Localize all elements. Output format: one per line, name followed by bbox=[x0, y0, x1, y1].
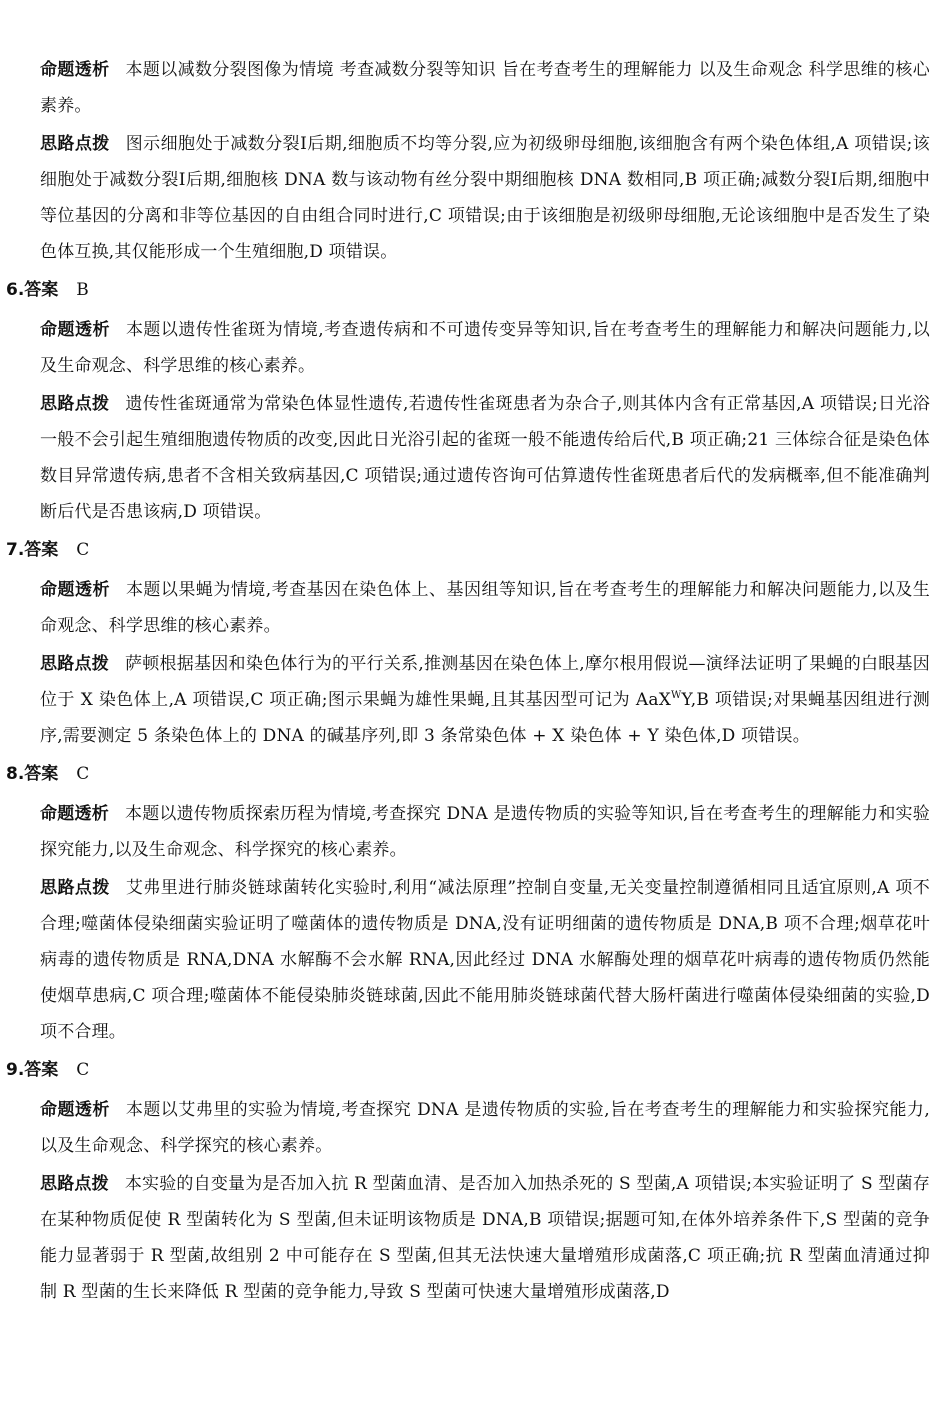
q9-answer: C bbox=[76, 1060, 90, 1080]
q7-analysis-text-b: Y,B 项错误;对果蝇基因组进行测序,需要测定 5 条染色体上的 DNA 的碱基序列,即 3 条常染色体 + X 染色体 + Y 染色体,D 项错误。 bbox=[40, 690, 930, 746]
q5-analysis bbox=[40, 126, 930, 270]
q6-intent bbox=[40, 312, 930, 384]
answer-label: 答案 bbox=[24, 280, 59, 300]
analysis-label: 思路点拨 bbox=[40, 654, 110, 674]
q6-answer: B bbox=[76, 280, 89, 300]
analysis-label: 思路点拨 bbox=[40, 134, 110, 154]
analysis-label: 思路点拨 bbox=[40, 1174, 109, 1194]
q9-answer-line bbox=[6, 1052, 930, 1088]
q8-number: 8. bbox=[6, 764, 25, 784]
q6-analysis-text: 遗传性雀斑通常为常染色体显性遗传,若遗传性雀斑患者为杂合子,则其体内含有正常基因,A 项错误;日光浴一般不会引起生殖细胞遗传物质的改变,因此日光浴引起的雀斑一般不能遗传给后代,B 项正确;21 三体综合征是染色体数目异常遗传病,患者不含相关致病基因,C 项错误;通过遗传咨询可估算遗传性雀斑患者后代的发病概率,但不能准确判断后代是否患该病,D 项错误。 bbox=[40, 394, 930, 522]
q7-analysis bbox=[40, 646, 930, 754]
analysis-label: 思路点拨 bbox=[40, 878, 110, 898]
q5-intent-text: 本题以减数分裂图像为情境 考查减数分裂等知识 旨在考查考生的理解能力 以及生命观念 科学思维的核心素养。 bbox=[40, 60, 930, 116]
q9-number: 9. bbox=[6, 1060, 25, 1080]
q6-answer-line bbox=[6, 272, 930, 308]
intent-label: 命题透析 bbox=[40, 1100, 110, 1120]
q9-analysis bbox=[40, 1166, 930, 1310]
q6-analysis bbox=[40, 386, 930, 530]
answer-label: 答案 bbox=[24, 540, 59, 560]
analysis-label: 思路点拨 bbox=[40, 394, 110, 414]
q6-intent-text: 本题以遗传性雀斑为情境,考查遗传病和不可遗传变异等知识,旨在考查考生的理解能力和解决问题能力,以及生命观念、科学思维的核心素养。 bbox=[40, 320, 930, 376]
q7-intent-text: 本题以果蝇为情境,考查基因在染色体上、基因组等知识,旨在考查考生的理解能力和解决问题能力,以及生命观念、科学思维的核心素养。 bbox=[40, 580, 930, 636]
q5-analysis-text: 图示细胞处于减数分裂Ⅰ后期,细胞质不均等分裂,应为初级卵母细胞,该细胞含有两个染色体组,A 项错误;该细胞处于减数分裂Ⅰ后期,细胞核 DNA 数与该动物有丝分裂中期细胞核 DNA 数相同,B 项正确;减数分裂Ⅰ后期,细胞中等位基因的分离和非等位基因的自由组合同时进行,C 项错误;由于该细胞是初级卵母细胞,无论该细胞中是否发生了染色体互换,其仅能形成一个生殖细胞,D 项错误。 bbox=[40, 134, 930, 262]
q9-intent bbox=[40, 1092, 930, 1164]
q5-intent bbox=[40, 52, 930, 124]
q7-answer-line bbox=[6, 532, 930, 568]
intent-label: 命题透析 bbox=[40, 320, 110, 340]
q6-number: 6. bbox=[6, 280, 25, 300]
q7-answer: C bbox=[76, 540, 90, 560]
q7-number: 7. bbox=[6, 540, 25, 560]
q8-answer: C bbox=[76, 764, 90, 784]
q7-intent bbox=[40, 572, 930, 644]
intent-label: 命题透析 bbox=[40, 804, 109, 824]
q7-analysis-text-a: 萨顿根据基因和染色体行为的平行关系,推测基因在染色体上,摩尔根用假说—演绎法证明了果蝇的白眼基因位于 X 染色体上,A 项错误,C 项正确;图示果蝇为雄性果蝇,且其基因型可记为 AaX bbox=[40, 654, 930, 710]
answer-explanation-page bbox=[6, 52, 930, 1312]
intent-label: 命题透析 bbox=[40, 580, 110, 600]
answer-label: 答案 bbox=[24, 764, 59, 784]
q9-analysis-text: 本实验的自变量为是否加入抗 R 型菌血清、是否加入加热杀死的 S 型菌,A 项错误;本实验证明了 S 型菌存在某种物质促使 R 型菌转化为 S 型菌,但未证明该物质是 DNA,B 项错误;据题可知,在体外培养条件下,S 型菌的竞争能力显著弱于 R 型菌,故组别 2 中可能存在 S 型菌,但其无法快速大量增殖形成菌落,C 项正确;抗 R 型菌血清通过抑制 R 型菌的生长来降低 R 型菌的竞争能力,导致 S 型菌可快速大量增殖形成菌落,D bbox=[40, 1174, 930, 1302]
intent-label: 命题透析 bbox=[40, 60, 110, 80]
answer-label: 答案 bbox=[24, 1060, 59, 1080]
q8-analysis bbox=[40, 870, 930, 1050]
q8-intent-text: 本题以遗传物质探索历程为情境,考查探究 DNA 是遗传物质的实验等知识,旨在考查考生的理解能力和实验探究能力,以及生命观念、科学探究的核心素养。 bbox=[40, 804, 930, 860]
q8-answer-line bbox=[6, 756, 930, 792]
q9-intent-text: 本题以艾弗里的实验为情境,考查探究 DNA 是遗传物质的实验,旨在考查考生的理解能力和实验探究能力,以及生命观念、科学探究的核心素养。 bbox=[40, 1100, 930, 1156]
q8-intent bbox=[40, 796, 930, 868]
q8-analysis-text: 艾弗里进行肺炎链球菌转化实验时,利用“减法原理”控制自变量,无关变量控制遵循相同且适宜原则,A 项不合理;噬菌体侵染细菌实验证明了噬菌体的遗传物质是 DNA,没有证明细菌的遗传物质是 DNA,B 项不合理;烟草花叶病毒的遗传物质是 RNA,DNA 水解酶不会水解 RNA,因此经过 DNA 水解酶处理的烟草花叶病毒的遗传物质仍然能使烟草患病,C 项合理;噬菌体不能侵染肺炎链球菌,因此不能用肺炎链球菌代替大肠杆菌进行噬菌体侵染细菌的实验,D 项不合理。 bbox=[40, 878, 930, 1042]
q7-genotype-superscript: W bbox=[671, 690, 682, 701]
